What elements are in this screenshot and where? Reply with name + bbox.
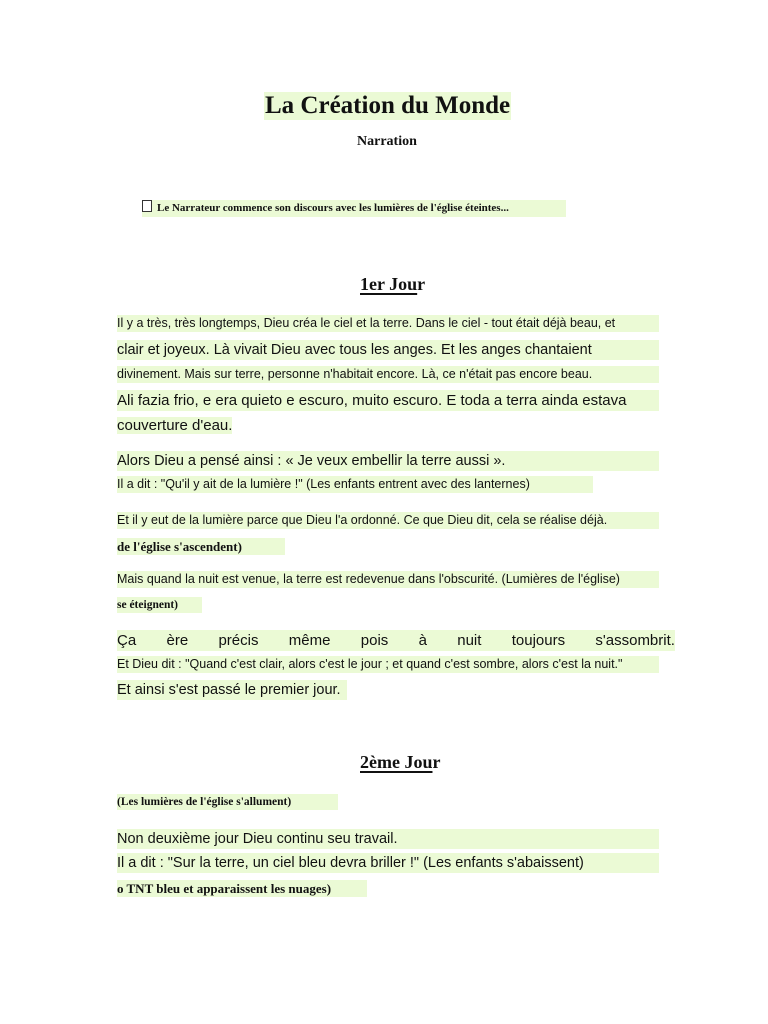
day2-line-3: Il a dit : "Sur la terre, un ciel bleu devra briller !" (Les enfants s'abaissent): [117, 853, 659, 873]
day2-heading: [360, 752, 440, 773]
day1-line-10: Mais quand la nuit est venue, la terre est redevenue dans l'obscurité. (Lumières de l'église): [117, 571, 659, 588]
document-title: La Création du Monde: [265, 92, 511, 119]
day1-line-2: clair et joyeux. Là vivait Dieu avec tous les anges. Et les anges chantaient: [117, 340, 659, 360]
day1-line-5: couverture d'eau.: [117, 417, 233, 434]
day1-line-14: Et ainsi s'est passé le premier jour.: [117, 680, 347, 700]
day1-line-4: Ali fazia frio, e era quieto e escuro, muito escuro. E toda a terra ainda estava: [117, 390, 659, 411]
day2-line-4: o TNT bleu et apparaissent les nuages): [117, 880, 367, 897]
day2-heading-rest: r: [432, 752, 441, 772]
day1-heading-rest: r: [417, 274, 426, 294]
day1-heading: [360, 274, 425, 295]
justified-word: ère: [166, 632, 189, 649]
justified-word: à: [418, 632, 427, 649]
justified-word: pois: [360, 632, 389, 649]
day1-line-7: Il a dit : "Qu'il y ait de la lumière !" (Les enfants entrent avec des lanternes): [117, 476, 593, 493]
day1-line-6: Alors Dieu a pensé ainsi : « Je veux embellir la terre aussi ».: [117, 451, 659, 471]
justified-word: précis: [218, 632, 259, 649]
intro-bullet: [142, 200, 566, 217]
justified-word: toujours: [511, 632, 566, 649]
day2-line-2: Non deuxième jour Dieu continu seu travail.: [117, 829, 659, 849]
day1-heading-underlined: 1er Jou: [360, 274, 418, 294]
intro-prefix: Le: [157, 202, 170, 214]
document-subtitle: Narration: [357, 134, 417, 149]
day1-line-11: se éteignent): [117, 597, 202, 613]
day1-line-9: de l'église s'ascendent): [117, 538, 285, 555]
checkbox-glyph-icon: [142, 200, 152, 212]
day1-line-13: Et Dieu dit : "Quand c'est clair, alors c'est le jour ; et quand c'est sombre, alors c'est la nuit.": [117, 656, 659, 673]
day1-line-8: Et il y eut de la lumière parce que Dieu l'a ordonné. Ce que Dieu dit, cela se réalise déjà.: [117, 512, 659, 529]
justified-word: Ça: [117, 632, 137, 649]
day2-line-1: (Les lumières de l'église s'allument): [117, 794, 338, 810]
justified-word: nuit: [457, 632, 482, 649]
day2-heading-underlined: 2ème Jou: [360, 752, 433, 772]
day1-line-1: Il y a très, très longtemps, Dieu créa le ciel et la terre. Dans le ciel - tout était déjà beau, et: [117, 315, 659, 332]
justified-word: même: [288, 632, 331, 649]
day1-line-3: divinement. Mais sur terre, personne n'habitait encore. Là, ce n'était pas encore beau.: [117, 366, 659, 383]
day1-line-12: [117, 630, 675, 651]
intro-text: Narrateur commence son discours avec les lumières de l'église éteintes...: [171, 202, 509, 214]
justified-word: s'assombrit.: [595, 632, 675, 649]
